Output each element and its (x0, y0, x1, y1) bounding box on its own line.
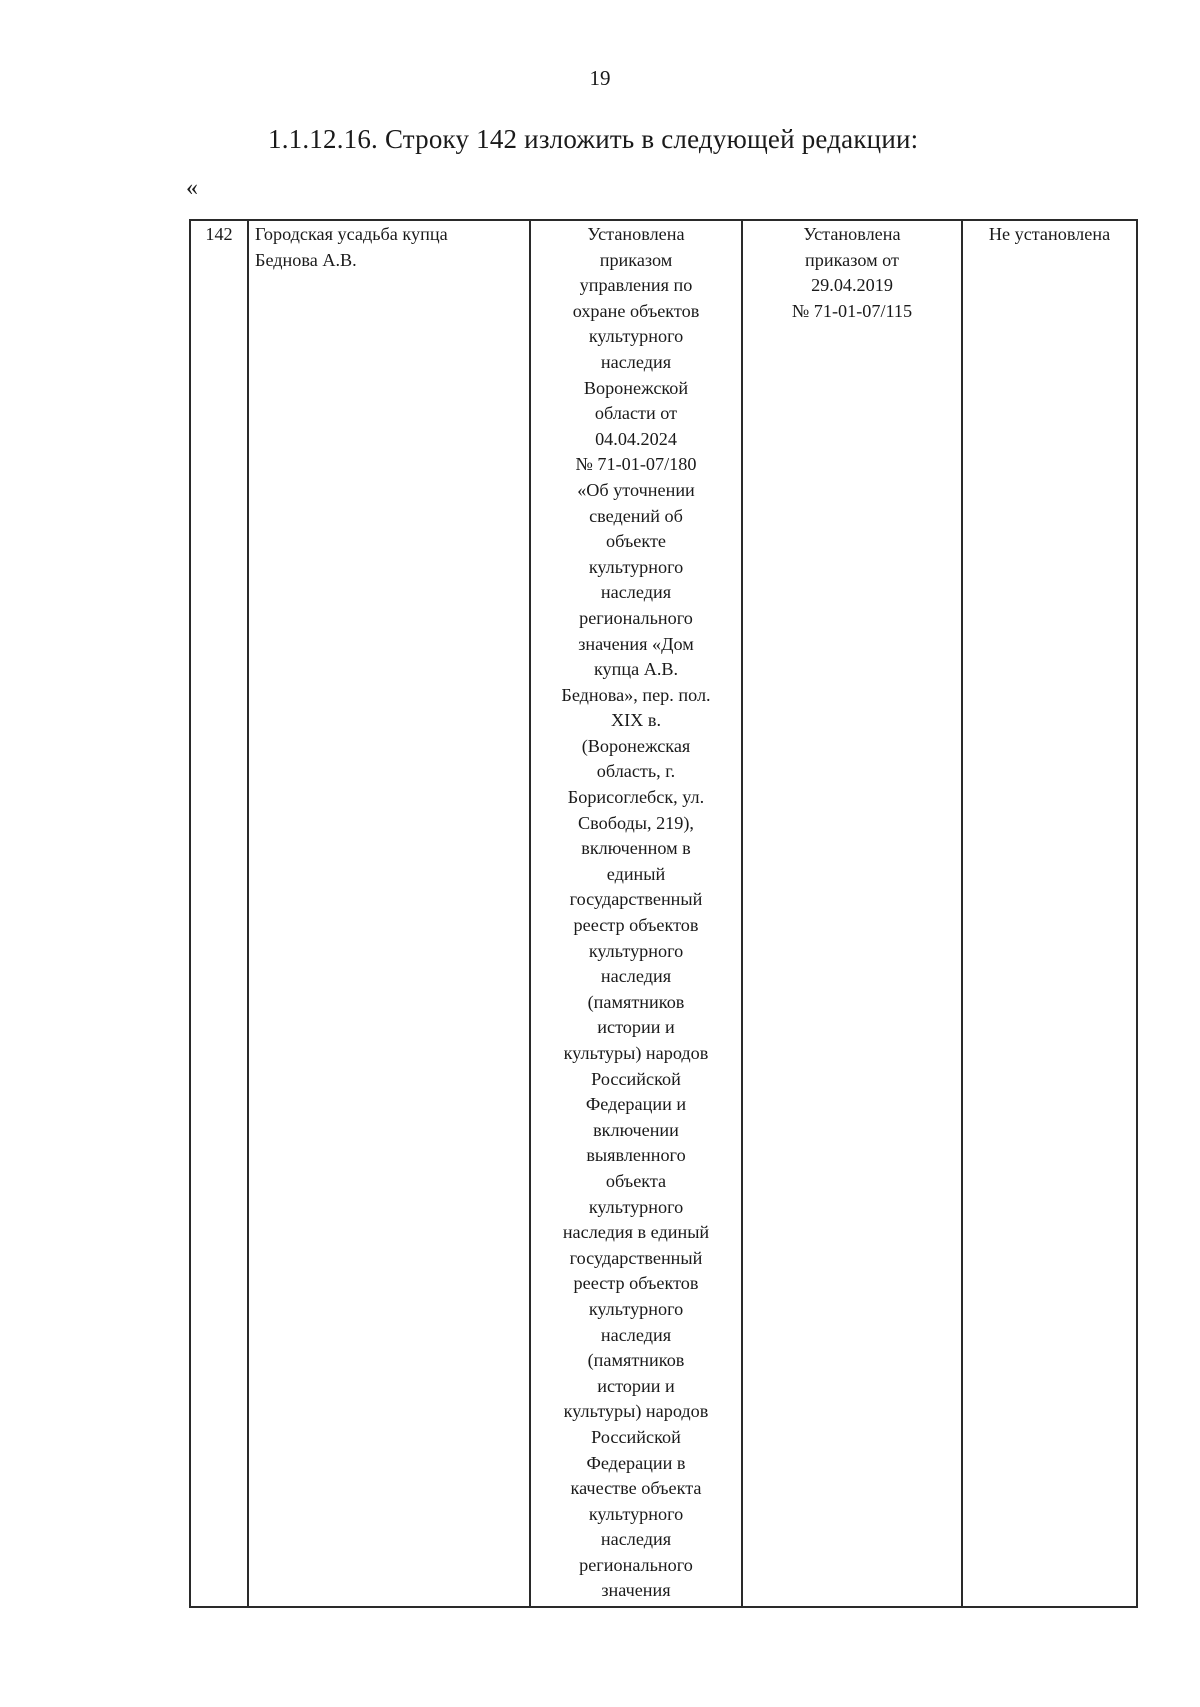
protection-order-line: включенном в (581, 838, 691, 859)
protection-order-line: Российской (591, 1426, 681, 1447)
protection-order-line: Свободы, 219), (578, 812, 694, 833)
protection-order-line: реестр объектов (573, 915, 699, 936)
protection-order-line: единый (606, 863, 666, 884)
object-name-line: Городская усадьба купца (255, 224, 448, 244)
protection-order-line: наследия в единый (562, 1222, 710, 1243)
status-cell: Не установлена (962, 220, 1137, 1607)
territory-order-line: № 71-01-07/115 (791, 300, 913, 321)
protection-order-line: государственный (569, 1247, 703, 1268)
row-number-cell: 142 (190, 220, 248, 1607)
protection-order-line: культурного (588, 556, 684, 577)
protection-order-line: регионального (579, 1554, 693, 1575)
protection-order-line: культуры) народов (563, 1401, 709, 1422)
protection-order-line: Установлена (587, 224, 685, 244)
protection-order-line: сведений об (589, 505, 683, 526)
object-name-cell (248, 220, 530, 1607)
protection-order-line: XIX в. (610, 710, 661, 731)
protection-order-line: культурного (588, 940, 684, 961)
protection-order-line: управления по (579, 275, 693, 296)
protection-order-line: включении (593, 1119, 679, 1140)
object-name-line: Беднова А.В. (255, 249, 357, 270)
protection-order-line: культурного (588, 1298, 684, 1319)
territory-order-line: приказом от (805, 249, 899, 270)
protection-order-line: наследия (600, 966, 672, 987)
protection-order-line: регионального (579, 607, 693, 628)
protection-order-line: (памятников (587, 1350, 685, 1371)
protection-order-line: культуры) народов (563, 1043, 709, 1063)
protection-order-line: наследия (600, 582, 672, 603)
protection-order-line: Федерации и (585, 1094, 687, 1115)
protection-order-line: государственный (569, 889, 703, 910)
protection-order-line: купца А.В. (593, 659, 679, 680)
protection-order-line: наследия (600, 1529, 672, 1550)
page-number: 19 (589, 66, 611, 90)
protection-order-line: истории и (597, 1375, 675, 1396)
section-heading: 1.1.12.16. Строку 142 изложить в следующей редакции: (268, 124, 919, 154)
territory-order-line: 29.04.2019 (811, 275, 893, 296)
heritage-objects-table (189, 219, 1138, 1608)
protection-order-line: объекта (605, 1170, 667, 1191)
protection-order-line: выявленного (586, 1145, 686, 1166)
protection-order-line: культурного (588, 1503, 684, 1524)
protection-order-line: Борисоглебск, ул. (567, 787, 705, 808)
protection-order-line: (памятников (587, 991, 685, 1012)
protection-order-line: приказом (599, 249, 673, 270)
protection-order-line: Федерации в (586, 1452, 686, 1473)
territory-order-line: Установлена (803, 224, 901, 244)
protection-order-line: культурного (588, 1196, 684, 1217)
protection-order-line: «Об уточнении (577, 479, 695, 500)
protection-order-line: охране объектов (572, 300, 700, 321)
protection-order-line: истории и (597, 1017, 675, 1038)
protection-order-line: наследия (600, 1324, 672, 1345)
opening-quote-mark: « (186, 175, 198, 201)
protection-order-line: область, г. (596, 761, 676, 782)
protection-order-line: значения (601, 1580, 671, 1601)
protection-order-line: № 71-01-07/180 (575, 454, 697, 475)
protection-order-cell (530, 220, 742, 1607)
protection-order-line: Воронежской (583, 377, 689, 398)
protection-order-line: (Воронежская (581, 735, 691, 756)
protection-order-line: значения «Дом (578, 633, 694, 654)
protection-order-line: наследия (600, 351, 672, 372)
protection-order-line: объекте (606, 531, 666, 552)
protection-order-line: качестве объекта (570, 1478, 702, 1499)
protection-order-line: Российской (591, 1068, 681, 1089)
protection-order-line: Беднова», пер. пол. (561, 684, 711, 705)
protection-order-line: области от (594, 403, 678, 424)
protection-order-line: культурного (588, 326, 684, 347)
territory-order-cell (742, 220, 962, 1607)
protection-order-line: реестр объектов (573, 1273, 699, 1294)
protection-order-line: 04.04.2024 (595, 428, 677, 449)
table-row (190, 220, 1137, 1607)
